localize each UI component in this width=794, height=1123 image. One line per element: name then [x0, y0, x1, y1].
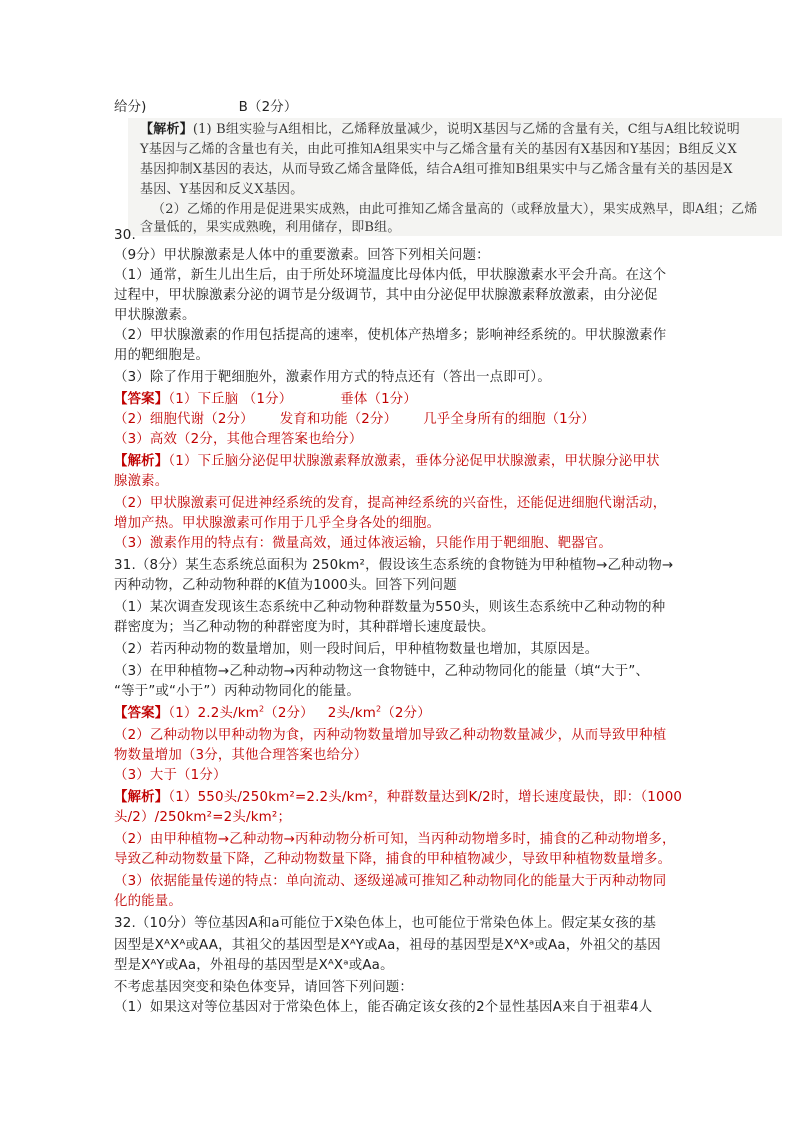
q31-answer-1a-end: （2分）: [264, 706, 314, 721]
q32-line-5: （1）如果这对等位基因对于常染色体上，能否确定该女孩的2个显性基因A来自于祖辈4人: [114, 1000, 653, 1015]
q32-line-1: 32.（10分）等位基因A和a可能位于X染色体上，也可能位于常染色体上。假定某女孩的基: [114, 916, 657, 931]
q32-line-3: 型是XᴬY或Aa，外祖母的基因型是XᴬXᵃ或Aa。: [114, 958, 394, 973]
q31-answer-3: （3）大于（1分）: [114, 768, 227, 783]
scanned-line-1: [140, 120, 740, 140]
q31-line-2: 丙种动物，乙种动物种群的K值为1000头。回答下列问题: [114, 578, 457, 593]
q31-line-1: 31.（8分）某生态系统总面积为 250km²，假设该生态系统的食物链为甲种植物→乙种动物→: [114, 558, 674, 573]
scanned-line-4: 基因、Y基因和反义X基因。: [140, 182, 304, 197]
q32-line-4: 不考虑基因突变和染色体变异，请回答下列问题：: [114, 980, 413, 995]
top-line: [114, 98, 298, 118]
q30-answer-1a: （1）下丘脑 （1分）: [168, 392, 293, 407]
q30-analysis-4: 增加产热。甲状腺激素可作用于几乎全身各处的细胞。: [114, 516, 441, 531]
q32-line-2: 因型是XᴬXᴬ或AA，其祖父的基因型是XᴬY或Aa，祖母的基因型是XᴬXᵃ或Aa，外祖父的基因: [114, 938, 661, 953]
q30-line-6: 用的靶细胞是。: [114, 348, 210, 363]
q31-line-4: 群密度为；当乙种动物的种群密度为时，其种群增长速度最快。: [114, 620, 495, 635]
q30-analysis-2: 腺激素。: [114, 474, 169, 489]
top-line-text-b: B（2分）: [238, 100, 298, 115]
q30-analysis-3: （2）甲状腺激素可促进神经系统的发育，提高神经系统的兴奋性，还能促进细胞代谢活动，: [114, 496, 667, 511]
scanned-tag: 【解析】: [140, 122, 193, 137]
q30-line-2: （1）通常，新生儿出生后，由于所处环境温度比母体内低，甲状腺激素水平会升高。在这个: [114, 268, 667, 283]
q31-answer-1: [114, 704, 431, 724]
q31-analysis-tag: 【解析】: [114, 790, 169, 805]
q31-analysis-1: [114, 788, 682, 808]
q30-analysis-1-text: （1）下丘脑分泌促甲状腺激素释放激素，垂体分泌促甲状腺激素，甲状腺分泌甲状: [168, 454, 660, 469]
q30-answer-1b: 垂体（1分）: [340, 392, 417, 407]
q31-analysis-1-text: （1）550头/250km²=2.2头/km²，种群数量达到K/2时，增长速度最快，即：（1000: [168, 790, 683, 805]
q30-analysis-tag: 【解析】: [114, 454, 169, 469]
q31-analysis-5: （3）依据能量传递的特点：单向流动、逐级递减可推知乙种动物同化的能量大于丙种动物同: [114, 874, 667, 889]
q30-line-7: （3）除了作用于靶细胞外，激素作用方式的特点还有（答出一点即可）。: [114, 370, 551, 385]
q31-line-6: （3）在甲种植物→乙种动物→丙种动物这一食物链中，乙种动物同化的能量（填“大于”、: [114, 664, 650, 679]
q30-answer-2: [114, 410, 595, 430]
q31-answer-1b-end: （2分）: [381, 706, 431, 721]
q30-number: 30.: [114, 228, 136, 243]
q30-answer-2b: 发育和功能（2分）: [279, 412, 398, 427]
q30-answer-1: [114, 390, 417, 410]
q31-answer-2b: 物数量增加（3分，其他合理答案也给分）: [114, 748, 368, 763]
q31-answer-1b-sup: 2: [376, 704, 382, 714]
scanned-line-2: Y基因与乙烯的含量也有关，由此可推知A组果实中与乙烯含量有关的基因有X基因和Y基因；B组反义X: [140, 142, 738, 157]
scanned-analysis-box: [128, 118, 782, 236]
scanned-line-3: 基因抑制X基因的表达，从而导致乙烯含量降低，结合A组可推知B组果实中与乙烯含量有关的基因是X: [140, 162, 733, 177]
q30-answer-2c: 几乎全身所有的细胞（1分）: [423, 412, 596, 427]
q30-line-4: 甲状腺激素。: [114, 308, 196, 323]
q31-analysis-4: 导致乙种动物数量下降，乙种动物数量下降，捕食的甲种植物减少，导致甲种植物数量增多。: [114, 852, 672, 867]
q31-line-7: “等于”或“小于”）丙种动物同化的能量。: [114, 684, 360, 699]
q31-analysis-3: （2）由甲种植物→乙种动物→丙种动物分析可知，当丙种动物增多时，捕食的乙种动物增多，: [114, 832, 676, 847]
q31-line-5: （2）若丙种动物的数量增加，则一段时间后，甲种植物数量也增加，其原因是。: [114, 642, 599, 657]
q30-analysis-1: [114, 452, 660, 472]
q31-answer-2a: （2）乙种动物以甲种动物为食，丙种动物数量增加导致乙种动物数量减少，从而导致甲种植: [114, 728, 667, 743]
q31-answer-1a: （1）2.2头/km: [168, 706, 259, 721]
q31-answer-1b: 2头/km: [327, 706, 377, 721]
scanned-line-5: （2）乙烯的作用是促进果实成熟，由此可推知乙烯含量高的（或释放量大），果实成熟早，即A组；乙烯: [152, 202, 758, 217]
scanned-line-6: 含量低的，果实成熟晚，利用储存，即B组。: [140, 220, 401, 235]
q30-answer-2a: （2）细胞代谢（2分）: [114, 412, 254, 427]
q31-analysis-2: 头/2）/250km²=2头/km²；: [114, 810, 292, 825]
q31-answer-tag: 【答案】: [114, 706, 169, 721]
q30-line-3: 过程中，甲状腺激素分泌的调节是分级调节，其中由分泌促甲状腺激素释放激素，由分泌促: [114, 288, 658, 303]
q31-analysis-6: 化的能量。: [114, 894, 182, 909]
top-line-text-a: 给分): [114, 100, 147, 115]
q30-answer-tag: 【答案】: [114, 392, 169, 407]
q30-analysis-5: （3）激素作用的特点有：微量高效，通过体液运输，只能作用于靶细胞、靶器官。: [114, 536, 612, 551]
scanned-text-1: (1) B组实验与A组相比，乙烯释放量减少，说明X基因与乙烯的含量有关，C组与A组比较说明: [192, 122, 740, 137]
q31-answer-1a-sup: 2: [258, 704, 265, 714]
q30-line-5: （2）甲状腺激素的作用包括提高的速率，使机体产热增多；影响神经系统的。甲状腺激素作: [114, 328, 667, 343]
q30-line-1: （9分）甲状腺激素是人体中的重要激素。回答下列相关问题：: [114, 248, 490, 263]
q30-answer-3: （3）高效（2分，其他合理答案也给分）: [114, 432, 363, 447]
q31-line-3: （1）某次调查发现该生态系统中乙种动物种群数量为550头，则该生态系统中乙种动物的种: [114, 600, 666, 615]
